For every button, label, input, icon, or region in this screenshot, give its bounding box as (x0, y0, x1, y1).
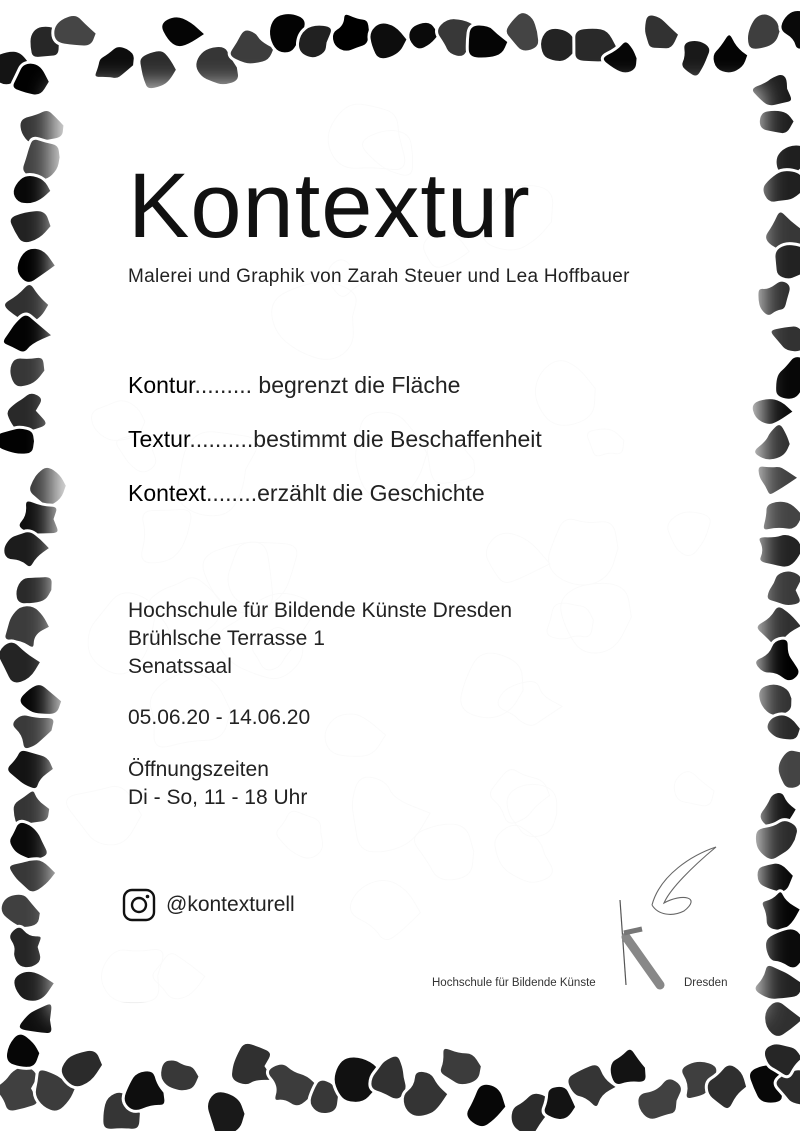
opening-hours-label: Öffnungszeiten (128, 758, 269, 781)
ink-shape (297, 24, 332, 59)
ink-shape (766, 570, 800, 607)
definition-kontur (128, 372, 460, 399)
ink-shape (161, 16, 207, 48)
logo-institution-text: Hochschule für Bildende Künste (432, 977, 596, 989)
ink-shape (757, 465, 800, 495)
ink-shape (2, 314, 53, 353)
ink-shape (765, 928, 800, 969)
ink-shape (9, 821, 49, 860)
venue-name: Hochschule für Bildende Künste Dresden (128, 599, 513, 622)
ink-shape (609, 1048, 647, 1085)
subtitle: Malerei und Graphik von Zarah Steuer und Lea Hoffbauer (128, 266, 630, 287)
ink-shape (681, 39, 711, 77)
ink-shape (19, 684, 63, 716)
ink-shape (94, 46, 135, 80)
ink-shape (331, 13, 370, 52)
ink-shape (408, 21, 440, 50)
definition-dots: .......... (189, 426, 254, 452)
ink-shape (774, 244, 800, 280)
definition-text: bestimmt die Beschaffenheit (253, 426, 542, 452)
ink-shape (758, 534, 800, 569)
ink-shape (9, 859, 58, 893)
ink-shape (16, 247, 57, 283)
instagram-link[interactable] (122, 888, 295, 922)
ink-shape (160, 1059, 200, 1092)
ink-shape (402, 1070, 449, 1117)
ink-shape (751, 398, 794, 426)
opening-hours: Di - So, 11 - 18 Uhr (128, 786, 308, 809)
ink-shape (762, 500, 800, 531)
ink-shape (762, 170, 800, 204)
page-title: Kontextur (128, 155, 531, 257)
ink-shape (770, 325, 800, 353)
ink-shape (7, 749, 55, 789)
ink-shape (13, 970, 56, 1002)
ink-shape (505, 12, 540, 52)
ink-shape (9, 926, 42, 968)
ink-shape (0, 893, 41, 928)
definition-dots: ........ (206, 480, 258, 506)
ink-shape (3, 531, 51, 568)
definition-term: Kontur (128, 372, 195, 398)
instagram-icon (122, 888, 156, 922)
ink-shape (60, 1049, 103, 1087)
ink-shape (466, 1083, 507, 1127)
ink-shape (0, 427, 36, 455)
ink-shape (761, 891, 800, 931)
ink-shape (780, 10, 800, 51)
ink-shape (18, 1003, 53, 1035)
ink-shape (758, 109, 795, 134)
ink-shape (637, 1078, 683, 1121)
definition-text: erzählt die Geschichte (257, 480, 485, 506)
ink-shape (644, 14, 680, 50)
ink-shape (439, 1047, 482, 1085)
ink-shape (751, 73, 792, 106)
ink-shape (777, 749, 800, 789)
ink-shape (755, 638, 800, 682)
venue-room: Senatssaal (128, 655, 232, 678)
instagram-handle: @kontexturell (166, 893, 295, 916)
venue-street: Brühlsche Terrasse 1 (128, 627, 325, 650)
definition-textur (128, 426, 542, 453)
definition-dots: ......... (194, 372, 253, 398)
ink-shape (757, 280, 791, 316)
definition-term: Textur (128, 426, 190, 452)
ink-shape (231, 1042, 274, 1085)
ink-shape (754, 820, 798, 861)
ink-shape (758, 683, 793, 717)
ink-shape (9, 356, 46, 387)
ink-shape (754, 424, 792, 461)
ink-shape (0, 1065, 39, 1112)
hfbk-logo-icon (612, 845, 722, 995)
ink-shape (207, 1091, 247, 1131)
ink-shape (15, 576, 53, 605)
definition-text: begrenzt die Fläche (252, 372, 461, 398)
definition-kontext (128, 480, 485, 507)
ink-shape (369, 22, 408, 60)
ink-shape (5, 1033, 40, 1068)
ink-shape (9, 210, 52, 244)
ink-shape (756, 862, 795, 893)
exhibition-dates: 05.06.20 - 14.06.20 (128, 706, 311, 729)
ink-shape (12, 714, 55, 750)
ink-shape (370, 1055, 407, 1100)
ink-shape (12, 790, 51, 826)
ink-shape (712, 34, 749, 74)
ink-shape (746, 13, 781, 50)
logo-city-text: Dresden (684, 977, 728, 989)
ink-shape (139, 50, 178, 90)
ink-shape (467, 24, 509, 59)
ink-shape (764, 1001, 800, 1038)
ink-shape (766, 714, 800, 741)
ink-shape (53, 14, 98, 47)
definition-term: Kontext (128, 480, 206, 506)
ink-shape (775, 356, 800, 401)
